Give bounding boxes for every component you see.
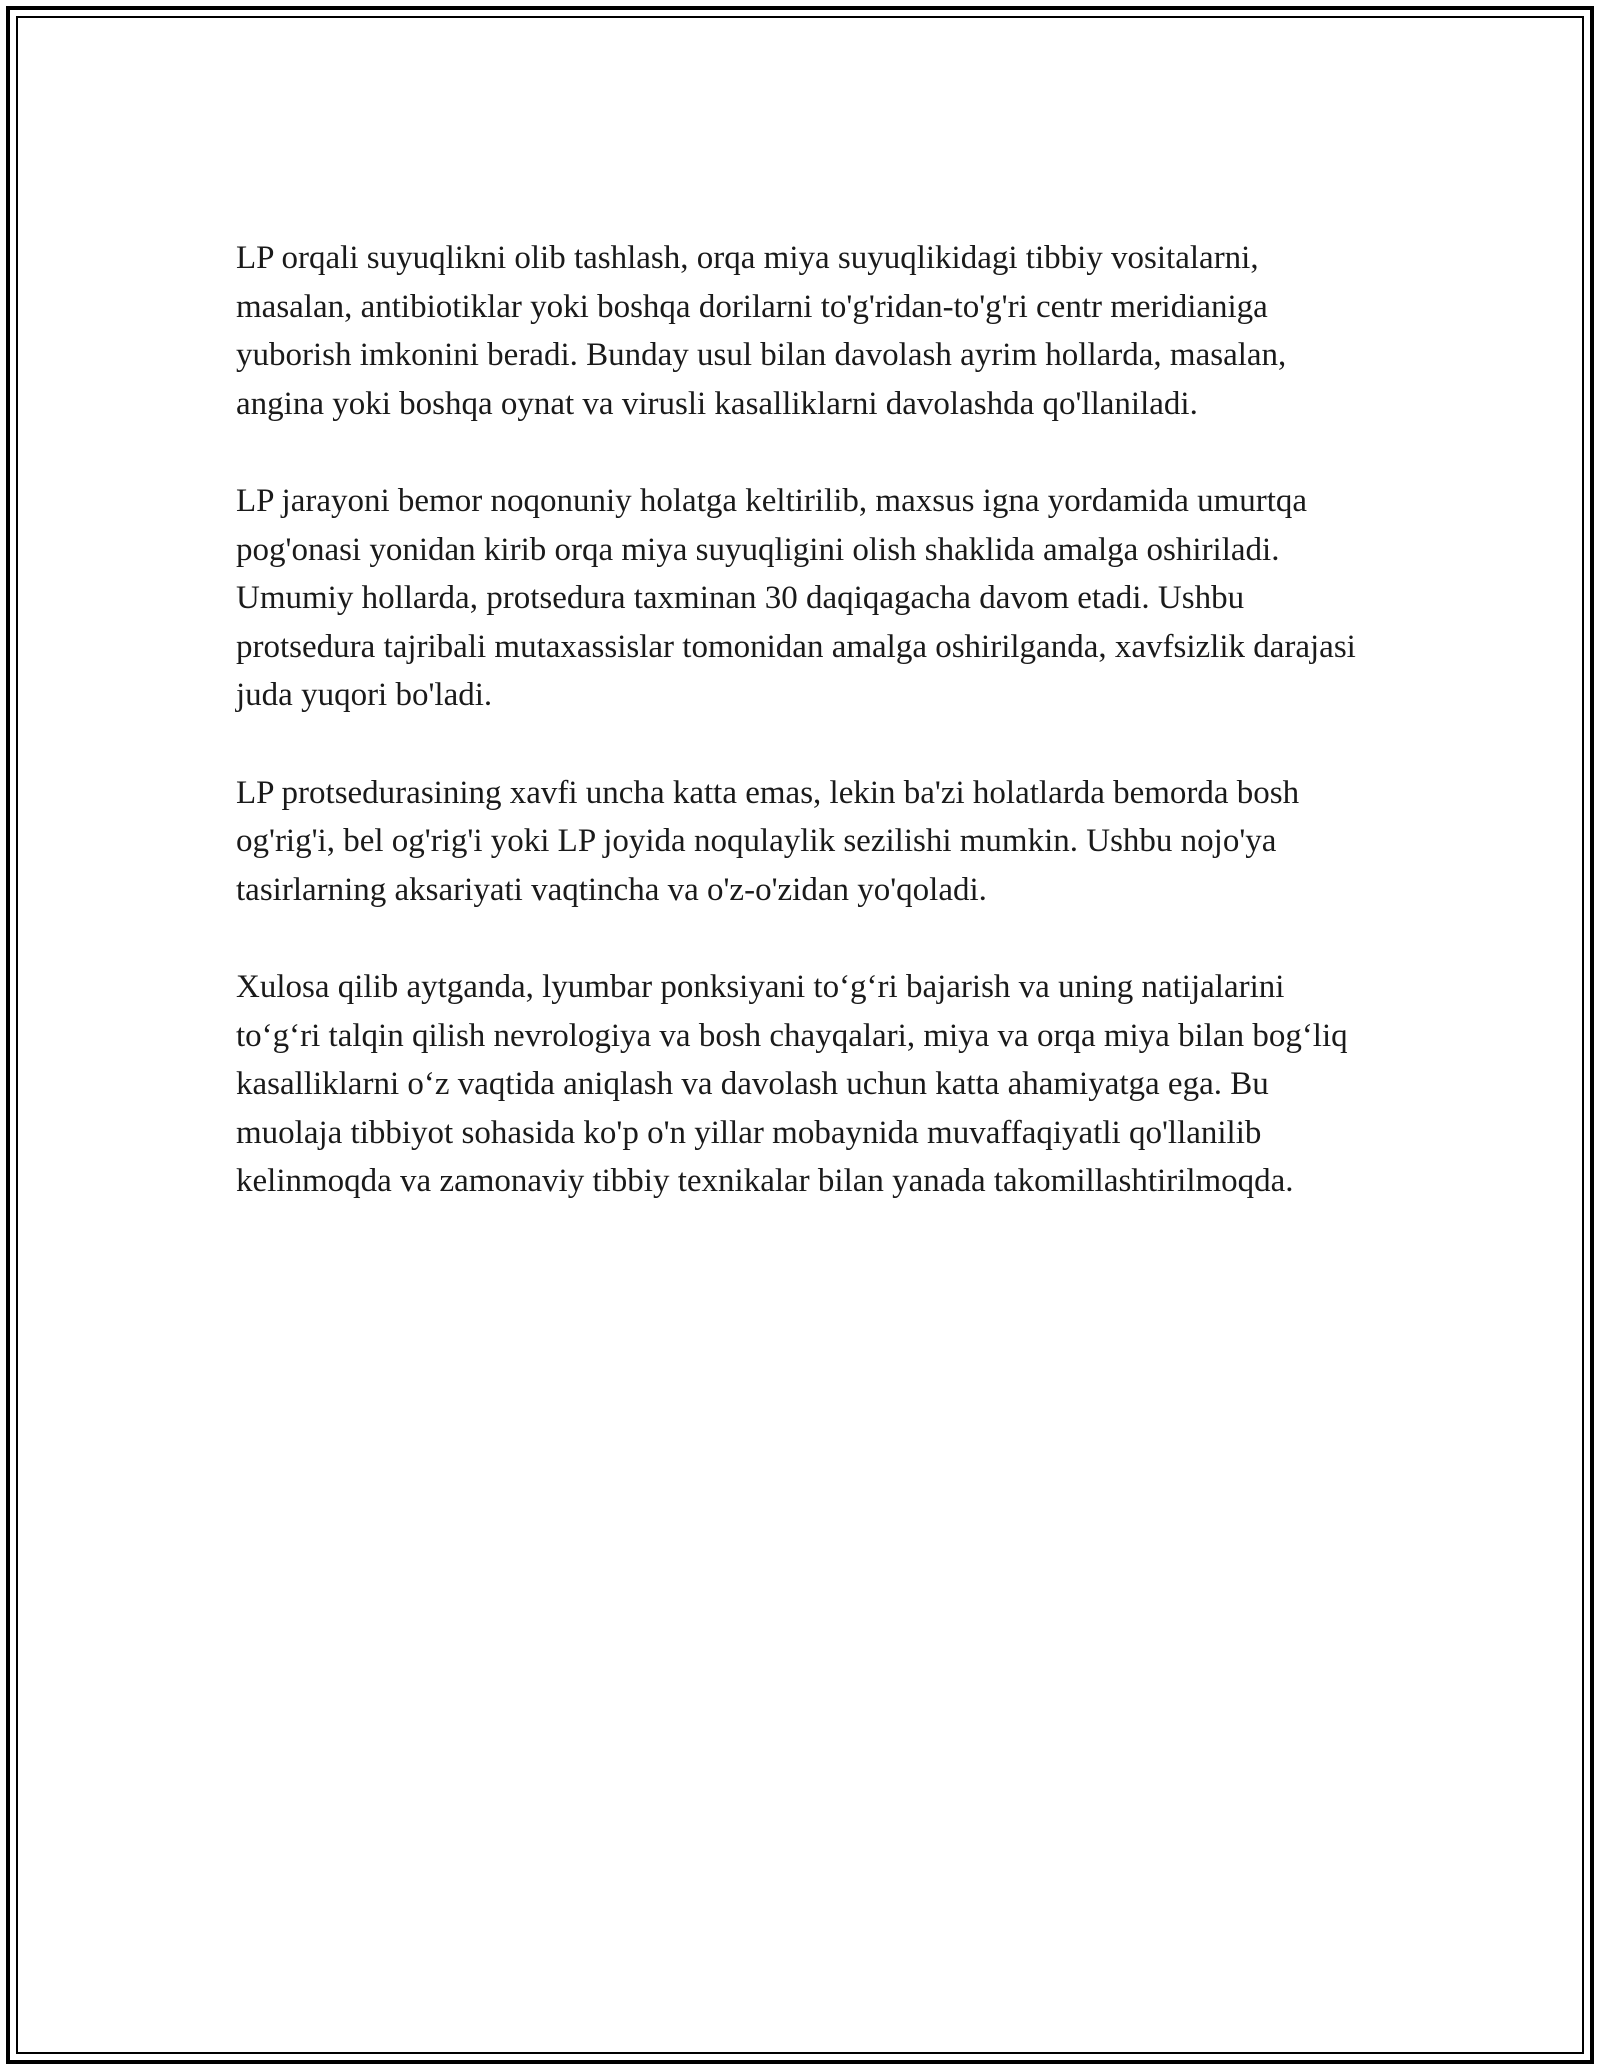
paragraph-3: LP protsedurasining xavfi uncha katta emas, lekin ba'zi holatlarda bemorda bosh og'rig'i, bel og'rig'i yoki LP joyida noqulaylik sezilishi mumkin. Ushbu nojo'ya tasirlarning aksariyati vaqtincha va o'z-o'zidan yo'qoladi. — [236, 774, 1300, 908]
paragraph-1: LP orqali suyuqlikni olib tashlash, orqa miya suyuqlikidagi tibbiy vositalarni, masalan, antibiotiklar yoki boshqa dorilarni to'g'ridan-to'g'ri centr meridianiga yuborish imkonini beradi. Bunday usul bilan davolash ayrim hollarda, masalan, angina yoki boshqa oynat va virusli kasalliklarni davolashda qo'llaniladi. — [236, 240, 1287, 422]
document-body — [236, 234, 1376, 1206]
paragraph-2: LP jarayoni bemor noqonuniy holatga keltirilib, maxsus igna yordamida umurtqa pog'onasi yonidan kirib orqa miya suyuqligini olish shaklida amalga oshiriladi. Umumiy hollarda, protsedura taxminan 30 daqiqagacha davom etadi. Ushbu protsedura tajribali mutaxassislar tomonidan amalga oshirilganda, xavfsizlik darajasi juda yuqori bo'ladi. — [236, 482, 1356, 714]
paragraph-4: Xulosa qilib aytganda, lyumbar ponksiyani to‘g‘ri bajarish va uning natijalarini to‘g‘ri talqin qilish nevrologiya va bosh chayqalari, miya va orqa miya bilan bog‘liq kasalliklarni o‘z vaqtida aniqlash va davolash uchun katta ahamiyatga ega. Bu muolaja tibbiyot sohasida ko'p o'n yillar mobaynida muvaffaqiyatli qo'llanilib kelinmoqda va zamonaviy tibbiy texnikalar bilan yanada takomillashtirilmoqda. — [236, 968, 1348, 1200]
